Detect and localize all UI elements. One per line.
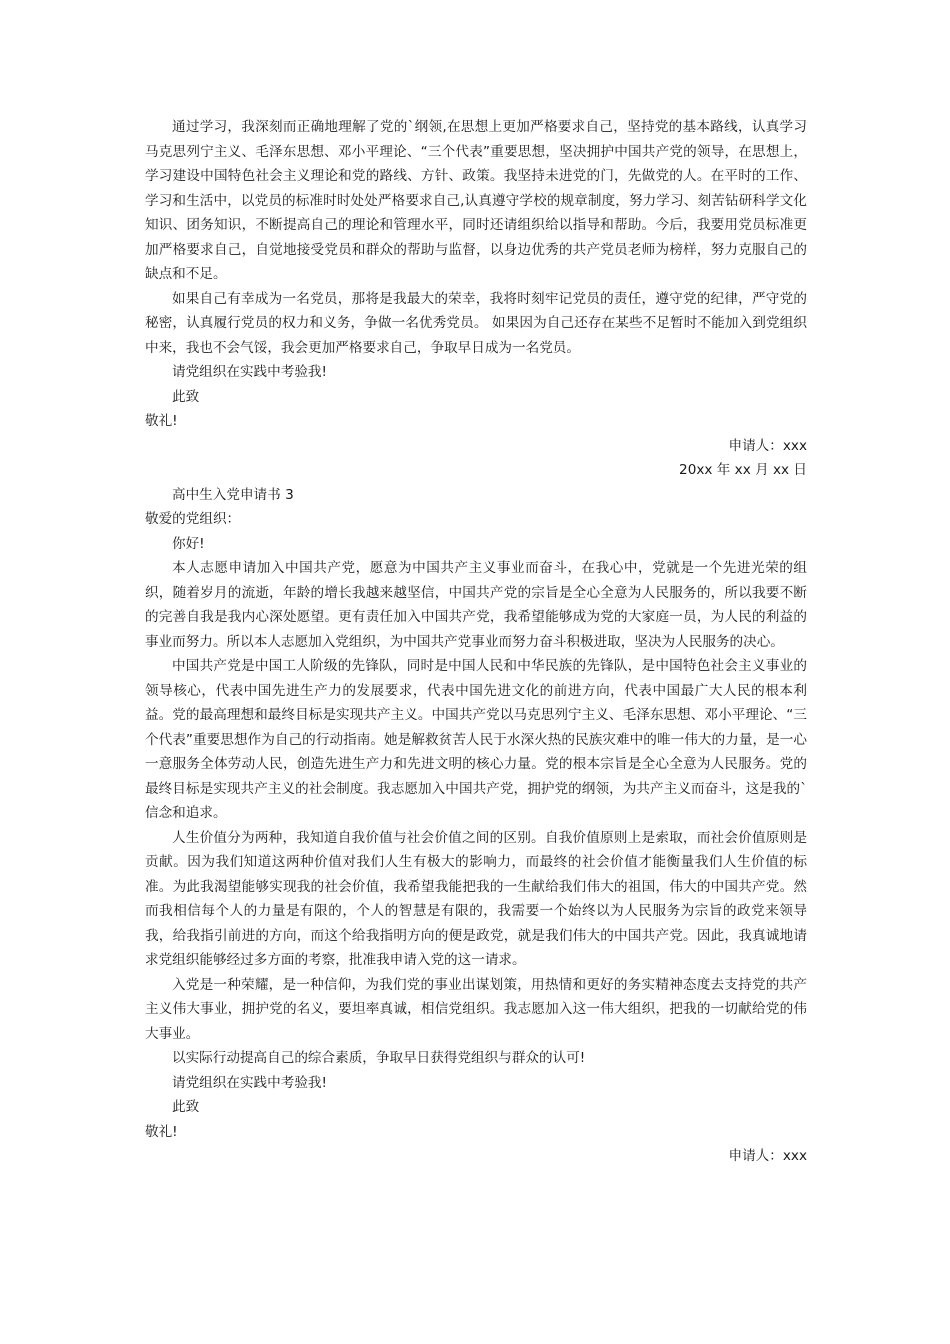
applicant-signature: 申请人：xxx <box>728 1148 807 1164</box>
paragraph: 人生价值分为两种，我知道自我价值与社会价值之间的区别。自我价值原则上是索取，而社会价值原则是贡献。因为我们知道这两种价值对我们人生有极大的影响力，而最终的社会价值才能衡量我们人生价值的标准。为此我渴望能够实现我的社会价值，我希望我能把我的一生献给我们伟大的祖国，伟大的中国共产党。然而我相信每个人的力量是有限的，个人的智慧是有限的，我需要一个始终以为人民服务为宗旨的政党来领导我，给我指引前进的方向，而这个给我指明方向的便是政党，就是我们伟大的中国共产党。因此，我真诚地请求党组织能够经过多方面的考察，批准我申请入党的这一请求。 <box>145 829 807 968</box>
closing-salute: 敬礼! <box>145 413 178 429</box>
salutation: 敬爱的党组织： <box>145 511 241 527</box>
paragraph: 请党组织在实践中考验我! <box>172 364 327 380</box>
greeting: 你好! <box>172 535 205 552</box>
paragraph: 请党组织在实践中考验我! <box>172 1074 327 1091</box>
paragraph: 中国共产党是中国工人阶级的先锋队，同时是中国人民和中华民族的先锋队，是中国特色社会主义事业的领导核心，代表中国先进生产力的发展要求，代表中国先进文化的前进方向，代表中国最广大人民的根本利益。党的最高理想和最终目标是实现共产主义。中国共产党以马克思列宁主义、毛泽东思想、邓小平理论、“三个代表”重要思想作为自己的行动指南。她是解救贫苦人民于水深火热的民族灾难中的唯一伟大的力量，是一心一意服务全体劳动人民，创造先进生产力和先进文明的核心力量。党的根本宗旨是全心全意为人民服务。党的最终目标是实现共产主义的社会制度。我志愿加入中国共产党，拥护党的纲领，为共产主义而奋斗，这是我的`信念和追求。 <box>145 658 807 821</box>
paragraph: 入党是一种荣耀，是一种信仰，为我们党的事业出谋划策，用热情和更好的务实精神态度去支持党的共产主义伟大事业，拥护党的名义，要坦率真诚，相信党组织。我志愿加入这一伟大组织，把我的一切献给党的伟大事业。 <box>145 976 807 1042</box>
paragraph: 通过学习，我深刻而正确地理解了党的`纲领,在思想上更加严格要求自己，坚持党的基本路线，认真学习马克思列宁主义、毛泽东思想、邓小平理论、“三个代表”重要思想，坚决拥护中国共产党的领导，在思想上，学习建设中国特色社会主义理论和党的路线、方针、政策。我坚持未进党的门，先做党的人。在平时的工作、学习和生活中，以党员的标准时时处处严格要求自己,认真遵守学校的规章制度，努力学习、刻苦钻研科学文化知识、团务知识，不断提高自己的理论和管理水平，同时还请组织给以指导和帮助。今后，我要用党员标准更加严格要求自己，自觉地接受党员和群众的帮助与监督，以身边优秀的共产党员老师为榜样，努力克服自己的缺点和不足。 <box>145 119 807 282</box>
section-title: 高中生入党申请书 3 <box>172 486 294 503</box>
date-line: 20xx 年 xx 月 xx 日 <box>679 462 807 478</box>
paragraph: 本人志愿申请加入中国共产党，愿意为中国共产主义事业而奋斗，在我心中，党就是一个先进光荣的组织，随着岁月的流逝，年龄的增长我越来越坚信，中国共产党的宗旨是全心全意为人民服务的，所以我要不断的完善自我是我内心深处愿望。更有责任加入中国共产党，我希望能够成为党的大家庭一员，为人民的利益的事业而努力。所以本人志愿加入党组织，为中国共产党事业而努力奋斗积极进取，坚决为人民服务的决心。 <box>145 560 807 650</box>
closing-line: 此致 <box>172 1099 200 1115</box>
document-page <box>145 115 807 1169</box>
paragraph: 以实际行动提高自己的综合素质，争取早日获得党组织与群众的认可! <box>172 1050 586 1066</box>
applicant-signature: 申请人：xxx <box>728 437 807 454</box>
paragraph: 如果自己有幸成为一名党员，那将是我最大的荣幸，我将时刻牢记党员的责任，遵守党的纪律，严守党的秘密，认真履行党员的权力和义务，争做一名优秀党员。 如果因为自己还存在某些不足暂时不能加入到党组织中来，我也不会气馁，我会更加严格要求自己，争取早日成为一名党员。 <box>145 290 807 356</box>
closing-salute: 敬礼! <box>145 1123 178 1140</box>
closing-line: 此致 <box>172 388 200 405</box>
